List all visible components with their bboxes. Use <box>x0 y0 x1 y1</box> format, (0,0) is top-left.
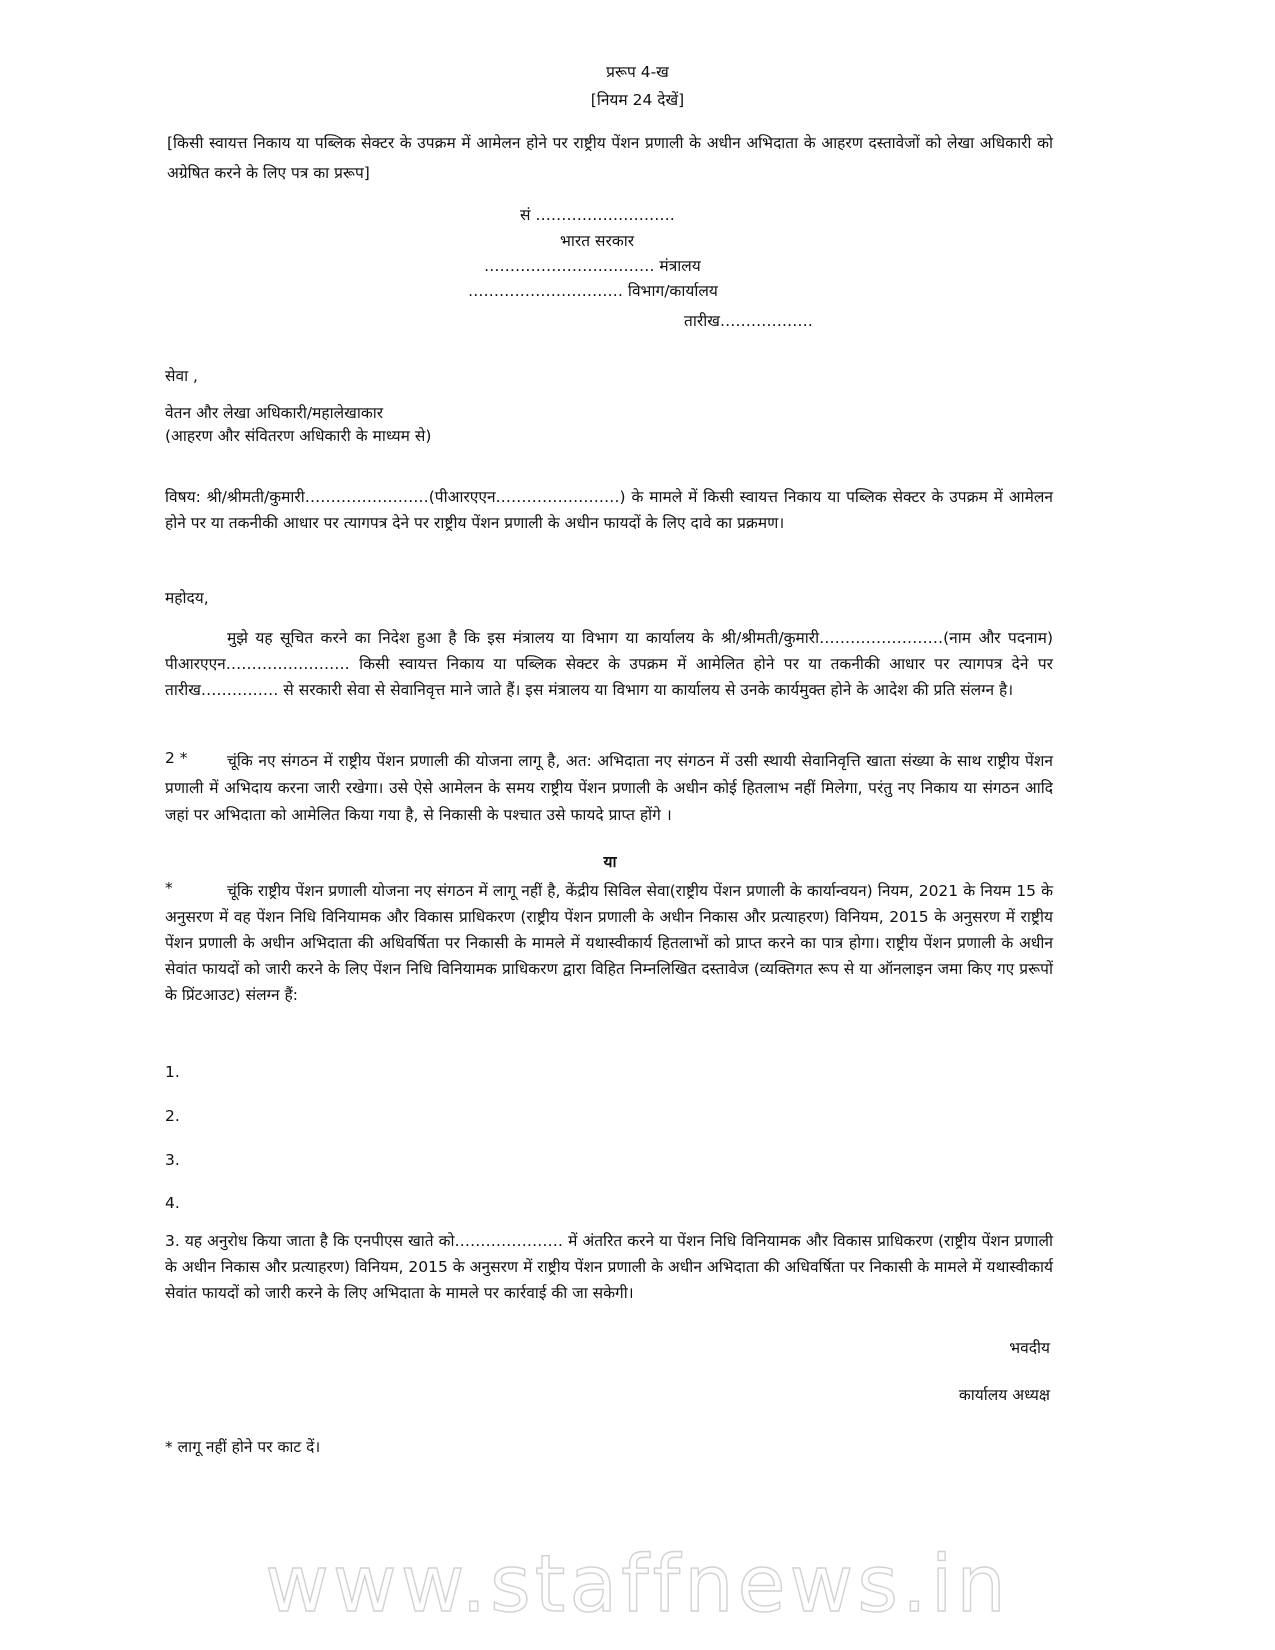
date-line: तारीख……………… <box>684 312 813 330</box>
subject: विषय: श्री/श्रीमती/कुमारी……………………(पीआरएएन……………………) के मामले में किसी स्वायत्त निकाय या पब्लिक सेक्टर के उपक्रम में आमेलन होने पर या तकनीकी आधार पर त्यागपत्र देने पर राष्ट्रीय पेंशन प्रणाली के अधीन फायदों के लिए दावे का प्रक्रमण। <box>165 488 1053 532</box>
list-item: 1. <box>165 1063 180 1081</box>
addressee-line-2: (आहरण और संवितरण अधिकारी के माध्यम से) <box>165 427 432 445</box>
form-number: प्ररूप 4-ख <box>606 63 669 81</box>
rule-reference: [नियम 24 देखें] <box>590 91 685 109</box>
department-line: ………………………… विभाग/कार्यालय <box>468 282 718 300</box>
paragraph-2-marker: 2 * <box>165 749 188 767</box>
salutation: महोदय, <box>165 589 209 607</box>
paragraph-3: 3. यह अनुरोध किया जाता है कि एनपीएस खाते को………………… में अंतरित करने या पेंशन निधि विनियामक और विकास प्राधिकरण (राष्ट्रीय पेंशन प्रणाली के अधीन निकास और प्रत्याहरण) विनियम, 2015 के अनुसरण में राष्ट्रीय पेंशन प्रणाली के अधीन अभिदाता की अधिवर्षिता पर निकासी के मामले में यथास्वीकार्य सेवांत फायदों को जारी करने के लिए अभिदाता के मामले पर कार्रवाई की जा सकेगी। <box>165 1232 1053 1302</box>
list-item: 2. <box>165 1107 180 1125</box>
closing-yours: भवदीय <box>1009 1339 1050 1357</box>
signatory: कार्यालय अध्यक्ष <box>958 1386 1050 1404</box>
footnote: * लागू नहीं होने पर काट दें। <box>165 1438 321 1456</box>
paragraph-2: चूंकि नए संगठन में राष्ट्रीय पेंशन प्रणाली की योजना लागू है, अत: अभिदाता नए संगठन में उसी स्थायी सेवानिवृत्ति खाता संख्या के साथ राष्ट्रीय पेंशन प्रणाली में अभिदाय करना जारी रखेगा। उसे ऐसे आमेलन के समय राष्ट्रीय पेंशन प्रणाली के अधीन कोई हितलाभ नहीं मिलेगा, परंतु नए निकाय या संगठन आदि जहां पर अभिदाता को आमेलित किया गया है, से निकासी के पश्चात उसे फायदे प्राप्त होंगे । <box>165 752 1053 824</box>
list-item: 4. <box>165 1194 180 1212</box>
government-name: भारत सरकार <box>560 232 635 250</box>
paragraph-2-alt-marker: * <box>165 879 173 897</box>
paragraph-1: मुझे यह सूचित करने का निदेश हुआ है कि इस मंत्रालय या विभाग या कार्यालय के श्री/श्रीमती/कुमारी……………………(नाम और पदनाम) पीआरएएन…………………… किसी स्वायत्त निकाय या पब्लिक सेक्टर के उपक्रम में आमेलित होने पर या तकनीकी आधार पर त्यागपत्र देने पर तारीख…………… से सरकारी सेवा से सेवानिवृत्त माने जाते हैं। इस मंत्रालय या विभाग या कार्यालय से उनके कार्यमुक्त होने के आदेश की प्रति संलग्न है। <box>165 629 1053 699</box>
form-description: [किसी स्वायत्त निकाय या पब्लिक सेक्टर के उपक्रम में आमेलन होने पर राष्ट्रीय पेंशन प्रणाली के अधीन अभिदाता के आहरण दस्तावेजों को लेखा अधिकारी को अग्रेषित करने के लिए पत्र का प्ररूप] <box>167 134 1053 182</box>
paragraph-2-alternative: चूंकि राष्ट्रीय पेंशन प्रणाली योजना नए संगठन में लागू नहीं है, केंद्रीय सिविल सेवा(राष्ट्रीय पेंशन प्रणाली के कार्यान्वयन) नियम, 2021 के नियम 15 के अनुसरण में वह पेंशन निधि विनियामक और विकास प्राधिकरण (राष्ट्रीय पेंशन प्रणाली के अधीन निकास और प्रत्याहरण) विनियम, 2015 के अनुसरण में राष्ट्रीय पेंशन प्रणाली के अधीन अभिदाता की अधिवर्षिता पर निकासी के मामले में यथास्वीकार्य हितलाभों को प्राप्त करने का पात्र होगा। राष्ट्रीय पेंशन प्रणाली के अधीन सेवांत फायदों को जारी करने के लिए पेंशन निधि विनियामक प्राधिकरण द्वारा विहित निम्नलिखित दस्तावेज (व्यक्तिगत रूप से या ऑनलाइन जमा किए गए प्ररूपों के प्रिंटआउट) संलग्न हैं: <box>165 882 1053 1004</box>
addressee-line-1: वेतन और लेखा अधिकारी/महालेखाकार <box>165 404 384 422</box>
ministry-line: …………………………… मंत्रालय <box>484 257 701 275</box>
letter-number: सं ……………………… <box>520 206 675 224</box>
list-item: 3. <box>165 1151 180 1169</box>
addressee-to: सेवा , <box>165 367 198 385</box>
or-separator: या <box>603 853 617 871</box>
watermark: www.staffnews.in <box>265 1540 1010 1630</box>
